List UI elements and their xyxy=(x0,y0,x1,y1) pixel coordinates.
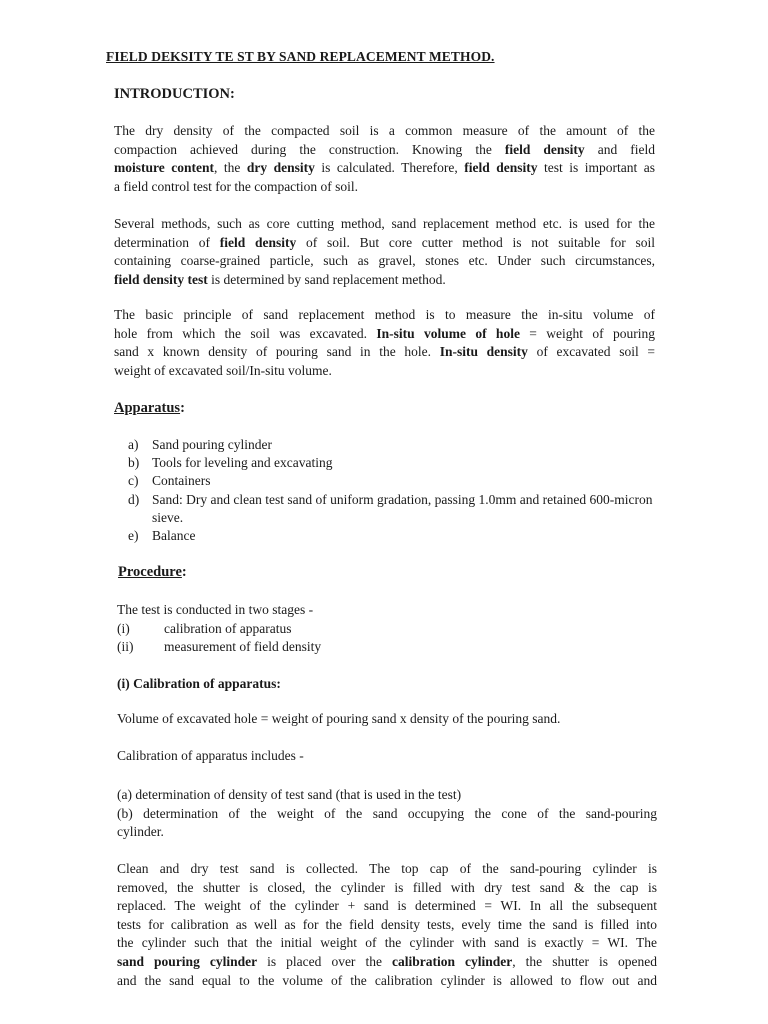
calibration-heading: (i) Calibration of apparatus: xyxy=(117,676,281,691)
intro-paragraph-3: The basic principle of sand replacement method is to measure the in-situ volume of hole from which the soil was excavated. In-situ volume of hole = weight of pouring sand x known density of pouring sand in the hole. In-situ density of excavated soil = weight of excavated soil/In-situ volume. xyxy=(114,307,656,378)
calibration-items: (a) determination of density of test sand (that is used in the test) (b) determination of the weight of the sand occupying the cone of the sand-pouring cylinder. xyxy=(117,787,657,840)
volume-formula: Volume of excavated hole = weight of pouring sand x density of the pouring sand. xyxy=(117,711,561,726)
list-item: b) Tools for leveling and excavating xyxy=(128,455,333,471)
intro-paragraph-1: The dry density of the compacted soil is a common measure of the amount of the compaction achieved during the construction. Knowing the field density and field moisture content, the dry density is calculated. Therefore, field density test is important as a field control test for the compaction of soil. xyxy=(114,123,655,194)
list-item: d) Sand: Dry and clean test sand of uniform gradation, passing 1.0mm and retained 600-micron sieve. xyxy=(128,491,653,525)
calibration-procedure-paragraph: Clean and dry test sand is collected. The top cap of the sand-pouring cylinder is removed, the shutter is closed, the cylinder is filled with dry test sand & the cap is replaced. The weight of the cylinder + sand is determined = WI. In all the subsequent tests for calibration as well as for the field density tests, evely time the sand is filled into the cylinder such that the initial weight of the cylinder with sand is exactly = WI. The sand pouring cylinder is placed over the calibration cylinder, the shutter is opened and the sand equal to the volume of the calibration cylinder is allowed to flow out and xyxy=(117,861,657,988)
intro-paragraph-2: Several methods, such as core cutting method, sand replacement method etc. is used for the determination of field density of soil. But core cutter method is not suitable for soil containing coarse-grained particle, such as gravel, stones etc. Under such circumstances, field density test is determined by sand replacement method. xyxy=(114,216,655,287)
stages-intro: The test is conducted in two stages - xyxy=(117,602,314,617)
introduction-heading: INTRODUCTION: xyxy=(114,86,235,102)
list-item: c) Containers xyxy=(128,473,211,489)
document-title: FIELD DEKSITY TE ST BY SAND REPLACEMENT METHOD. xyxy=(106,49,495,64)
stages-block xyxy=(117,601,321,657)
procedure-heading: Procedure: xyxy=(118,564,187,580)
calibration-includes: Calibration of apparatus includes - xyxy=(117,748,304,763)
list-item: (i) calibration of apparatus xyxy=(117,620,292,636)
apparatus-list xyxy=(128,436,658,545)
apparatus-heading: Apparatus: xyxy=(114,400,185,416)
list-item: e) Balance xyxy=(128,528,196,544)
list-item: (ii) measurement of field density xyxy=(117,639,322,655)
list-item: a) Sand pouring cylinder xyxy=(128,437,272,452)
